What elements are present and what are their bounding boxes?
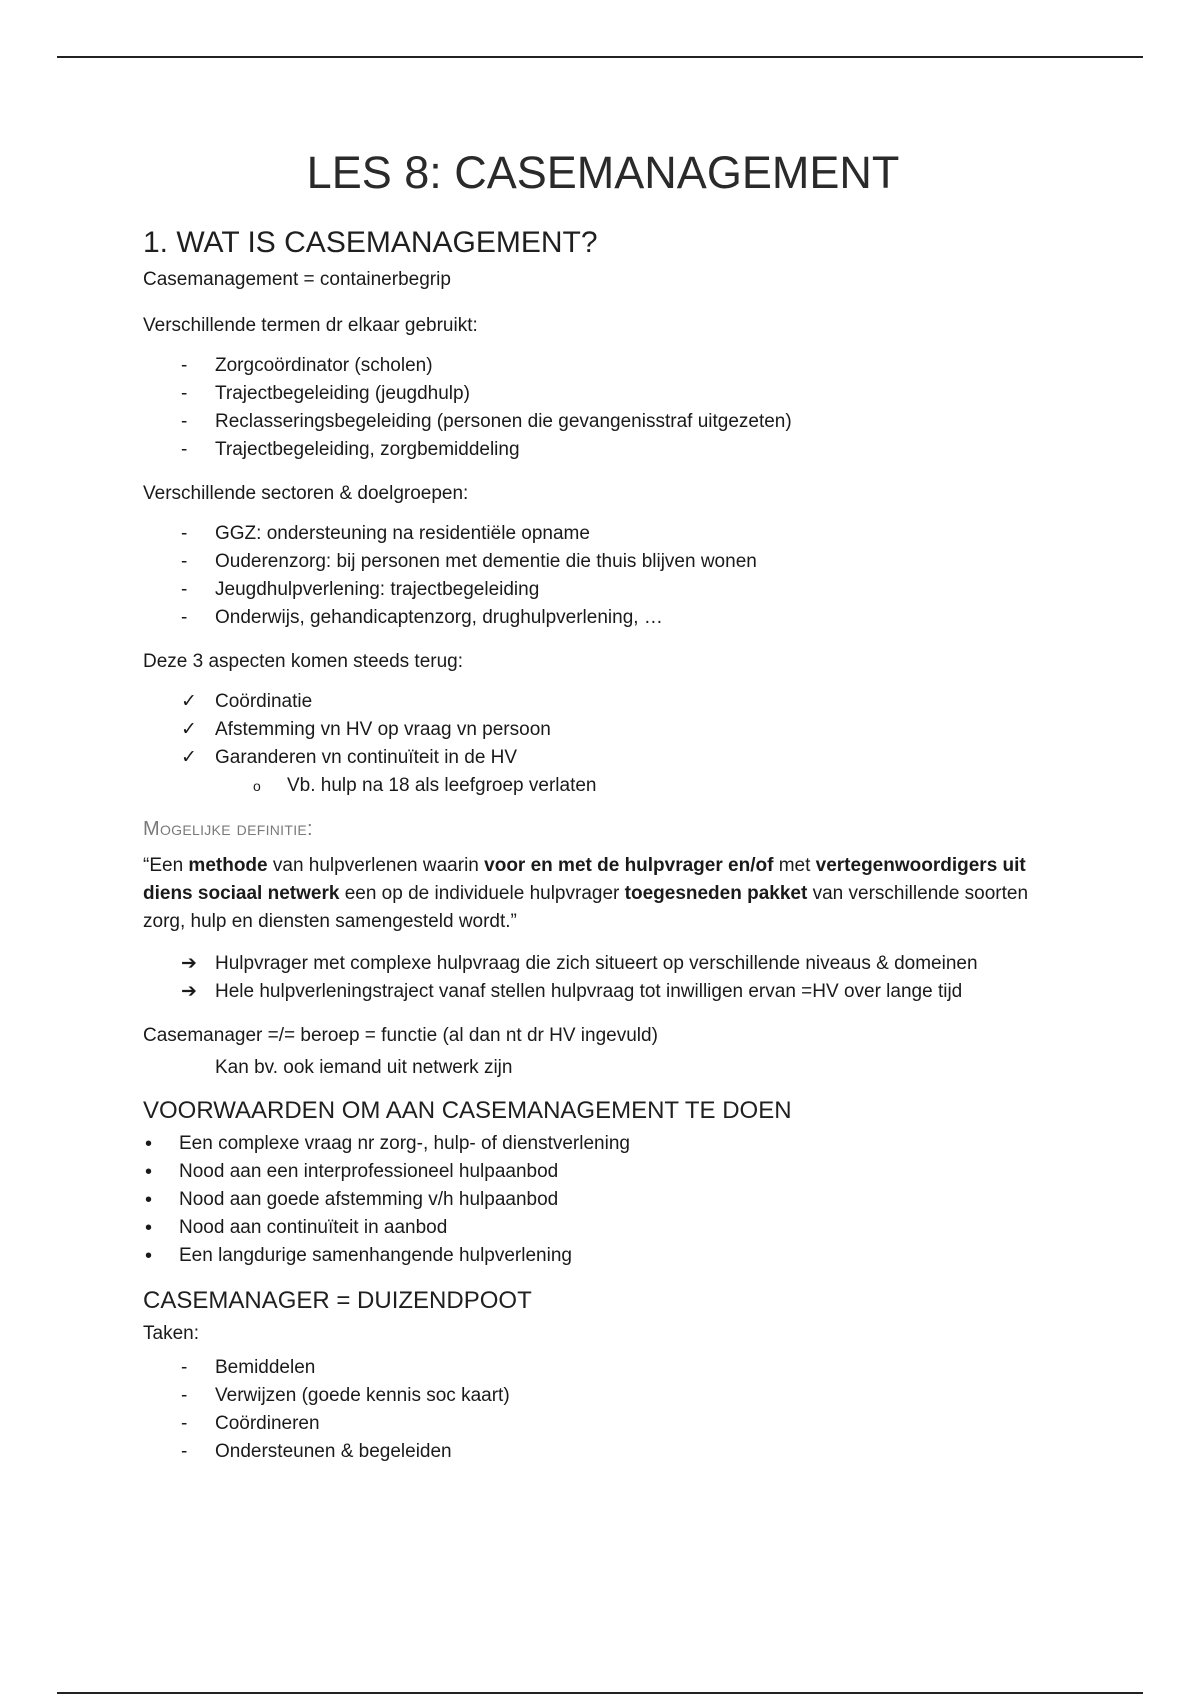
dash-marker: - — [181, 1385, 188, 1406]
list-item: ➔ Hele hulpverleningstraject vanaf stellen hulpvraag tot inwilligen ervan =HV over lange tijd — [143, 978, 1063, 1006]
list-item: - Onderwijs, gehandicaptenzorg, drughulpverlening, … — [143, 604, 1063, 632]
list-item: ➔ Hulpvrager met complexe hulpvraag die zich situeert op verschillende niveaus & domeinen — [143, 950, 1063, 978]
list-item: - Ondersteunen & begeleiden — [143, 1438, 1063, 1466]
definition-heading: Mogelijke definitie: — [143, 818, 313, 840]
list-item: • Nood aan continuïteit in aanbod — [143, 1214, 1063, 1242]
list-item: - Zorgcoördinator (scholen) — [143, 352, 1063, 380]
bullet-marker: • — [145, 1161, 153, 1183]
dash-marker: - — [181, 1357, 188, 1378]
dash-marker: - — [181, 383, 188, 404]
list-item: • Nood aan een interprofessioneel hulpaanbod — [143, 1158, 1063, 1186]
casemanager-note: Casemanager =/= beroep = functie (al dan nt dr HV ingevuld) — [143, 1025, 658, 1046]
list-item: • Een langdurige samenhangende hulpverlening — [143, 1242, 1063, 1270]
list-item: • Een complexe vraag nr zorg-, hulp- of dienstverlening — [143, 1130, 1063, 1158]
checkmark-icon: ✓ — [181, 691, 197, 712]
list-item: - Coördineren — [143, 1410, 1063, 1438]
dash-marker: - — [181, 355, 188, 376]
voorwaarden-heading: VOORWAARDEN OM AAN CASEMANAGEMENT TE DOEN — [143, 1097, 792, 1124]
tasks-list — [143, 1354, 1063, 1466]
terms-label: Verschillende termen dr elkaar gebruikt: — [143, 315, 478, 336]
dash-marker: - — [181, 439, 188, 460]
tasks-label: Taken: — [143, 1323, 199, 1344]
list-item: ✓ Coördinatie — [143, 688, 1063, 716]
terms-list — [143, 352, 1063, 464]
dash-marker: - — [181, 551, 188, 572]
checkmark-icon: ✓ — [181, 719, 197, 740]
definition-quote: “Een methode van hulpverlenen waarin voor en met de hulpvrager en/of met vertegenwoordigers uit diens sociaal netwerk een op de individuele hulpvrager toegesneden pakket van verschillende soorten zorg, hulp en diensten samengesteld wordt.” — [143, 855, 1029, 932]
dash-marker: - — [181, 523, 188, 544]
intro-text: Casemanagement = containerbegrip — [143, 269, 451, 290]
checkmark-icon: ✓ — [181, 747, 197, 768]
casemanager-heading: CASEMANAGER = DUIZENDPOOT — [143, 1287, 532, 1314]
list-item: ✓ Garanderen vn continuïteit in de HV — [143, 744, 1063, 772]
arrow-right-icon: ➔ — [181, 981, 197, 1002]
list-item: - GGZ: ondersteuning na residentiële opname — [143, 520, 1063, 548]
section-heading-wat-is: 1. WAT IS CASEMANAGEMENT? — [143, 226, 598, 259]
bullet-marker: • — [145, 1217, 153, 1239]
dash-marker: - — [181, 607, 188, 628]
sectors-list — [143, 520, 1063, 632]
list-item: • Nood aan goede afstemming v/h hulpaanbod — [143, 1186, 1063, 1214]
dash-marker: - — [181, 579, 188, 600]
bullet-marker: • — [145, 1189, 153, 1211]
list-item: - Bemiddelen — [143, 1354, 1063, 1382]
document-body — [143, 145, 1063, 1482]
dash-marker: - — [181, 411, 188, 432]
arrow-right-icon: ➔ — [181, 953, 197, 974]
aspects-label: Deze 3 aspecten komen steeds terug: — [143, 651, 464, 672]
circle-bullet-icon: o — [253, 778, 261, 794]
bottom-rule — [57, 1692, 1143, 1694]
list-item: - Jeugdhulpverlening: trajectbegeleiding — [143, 576, 1063, 604]
top-rule — [57, 56, 1143, 58]
sectors-label: Verschillende sectoren & doelgroepen: — [143, 483, 469, 504]
list-item: - Verwijzen (goede kennis soc kaart) — [143, 1382, 1063, 1410]
list-item: - Trajectbegeleiding, zorgbemiddeling — [143, 436, 1063, 464]
definition-arrows-list — [143, 950, 1063, 1006]
dash-marker: - — [181, 1413, 188, 1434]
page-title: LES 8: CASEMANAGEMENT — [306, 147, 900, 198]
list-item: - Trajectbegeleiding (jeugdhulp) — [143, 380, 1063, 408]
list-item: o Vb. hulp na 18 als leefgroep verlaten — [143, 772, 1063, 800]
list-item: - Ouderenzorg: bij personen met dementie die thuis blijven wonen — [143, 548, 1063, 576]
voorwaarden-list — [143, 1130, 1063, 1270]
bullet-marker: • — [145, 1133, 153, 1155]
list-item: ✓ Afstemming vn HV op vraag vn persoon — [143, 716, 1063, 744]
list-item: - Reclasseringsbegeleiding (personen die gevangenisstraf uitgezeten) — [143, 408, 1063, 436]
casemanager-note-indent: Kan bv. ook iemand uit netwerk zijn — [215, 1057, 513, 1078]
dash-marker: - — [181, 1441, 188, 1462]
aspects-list — [143, 688, 1063, 800]
bullet-marker: • — [145, 1245, 153, 1267]
